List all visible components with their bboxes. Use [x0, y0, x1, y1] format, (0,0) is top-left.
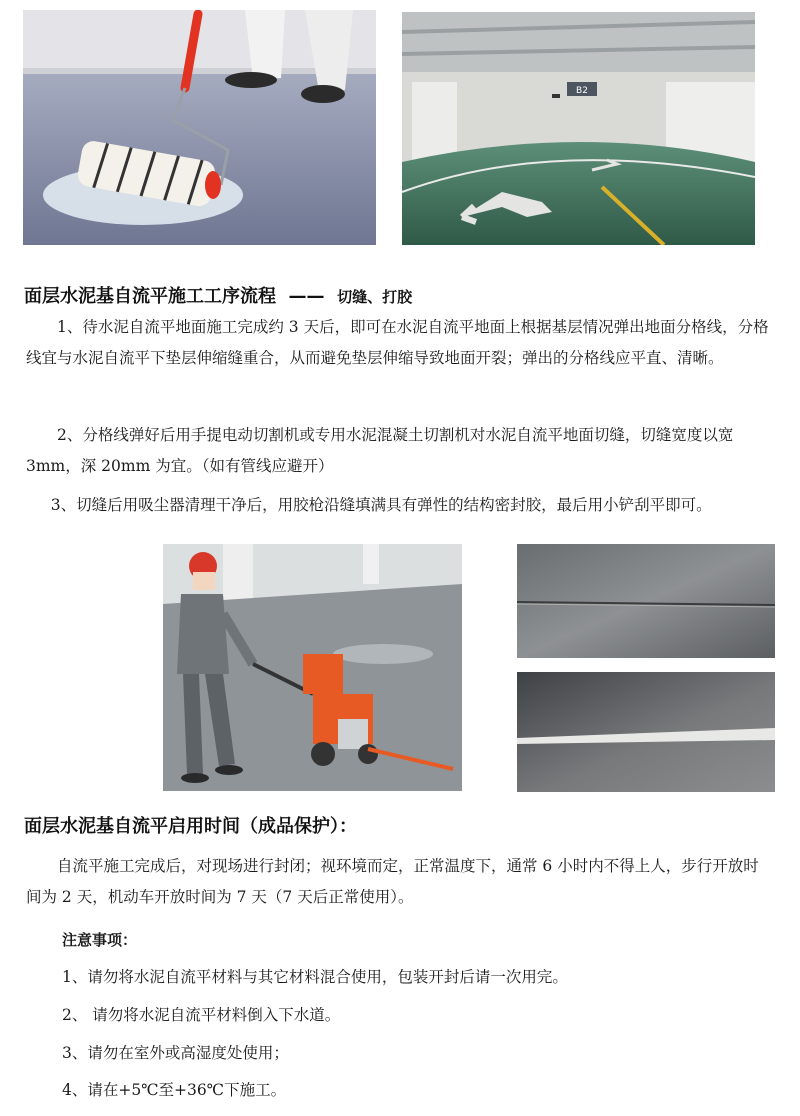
sealed-seam-photo	[517, 672, 775, 792]
cutting-machine-photo	[163, 544, 462, 791]
notes-title: 注意事项：	[62, 931, 138, 949]
garage-photo	[402, 12, 755, 245]
section2-title: 面层水泥基自流平启用时间（成品保护）：	[24, 816, 357, 837]
section1-dash: ——	[288, 286, 325, 307]
roller-photo	[23, 10, 376, 245]
note-item-2: 2、 请勿将水泥自流平材料倒入下水道。	[62, 1006, 341, 1024]
note-item-1: 1、请勿将水泥自流平材料与其它材料混合使用，包装开封后请一次用完。	[62, 968, 568, 986]
step2-paragraph: 2、分格线弹好后用手提电动切割机或专用水泥混凝土切割机对水泥自流平地面切缝，切缝宽度以宽 3mm，深 20mm 为宜。（如有管线应避开）	[26, 426, 734, 475]
step1-paragraph: 1、待水泥自流平地面施工完成约 3 天后，即可在水泥自流平地面上根据基层情况弹出地面分格线，分格线宜与水泥自流平下垫层伸缩缝重合，从而避免垫层伸缩导致地面开裂；弹出的分格线应平直、清晰。	[26, 318, 769, 367]
note-item-4: 4、请在+5℃至+36℃下施工。	[62, 1081, 287, 1099]
note-item-3: 3、请勿在室外或高湿度处使用；	[62, 1044, 289, 1062]
usage-time-paragraph: 自流平施工完成后，对现场进行封闭；视环境而定，正常温度下，通常 6 小时内不得上人，步行开放时间为 2 天，机动车开放时间为 7 天（7 天后正常使用）。	[26, 857, 759, 906]
section1-subtitle: 切缝、打胶	[337, 288, 413, 306]
section1-title	[24, 282, 412, 308]
section1-title-text: 面层水泥基自流平施工工序流程	[24, 286, 276, 307]
cut-seam-photo	[517, 544, 775, 658]
garage-sign-text: B2	[576, 86, 588, 96]
step3-paragraph: 3、切缝后用吸尘器清理干净后，用胶枪沿缝填满具有弹性的结构密封胶，最后用小铲刮平即可。	[50, 496, 712, 514]
